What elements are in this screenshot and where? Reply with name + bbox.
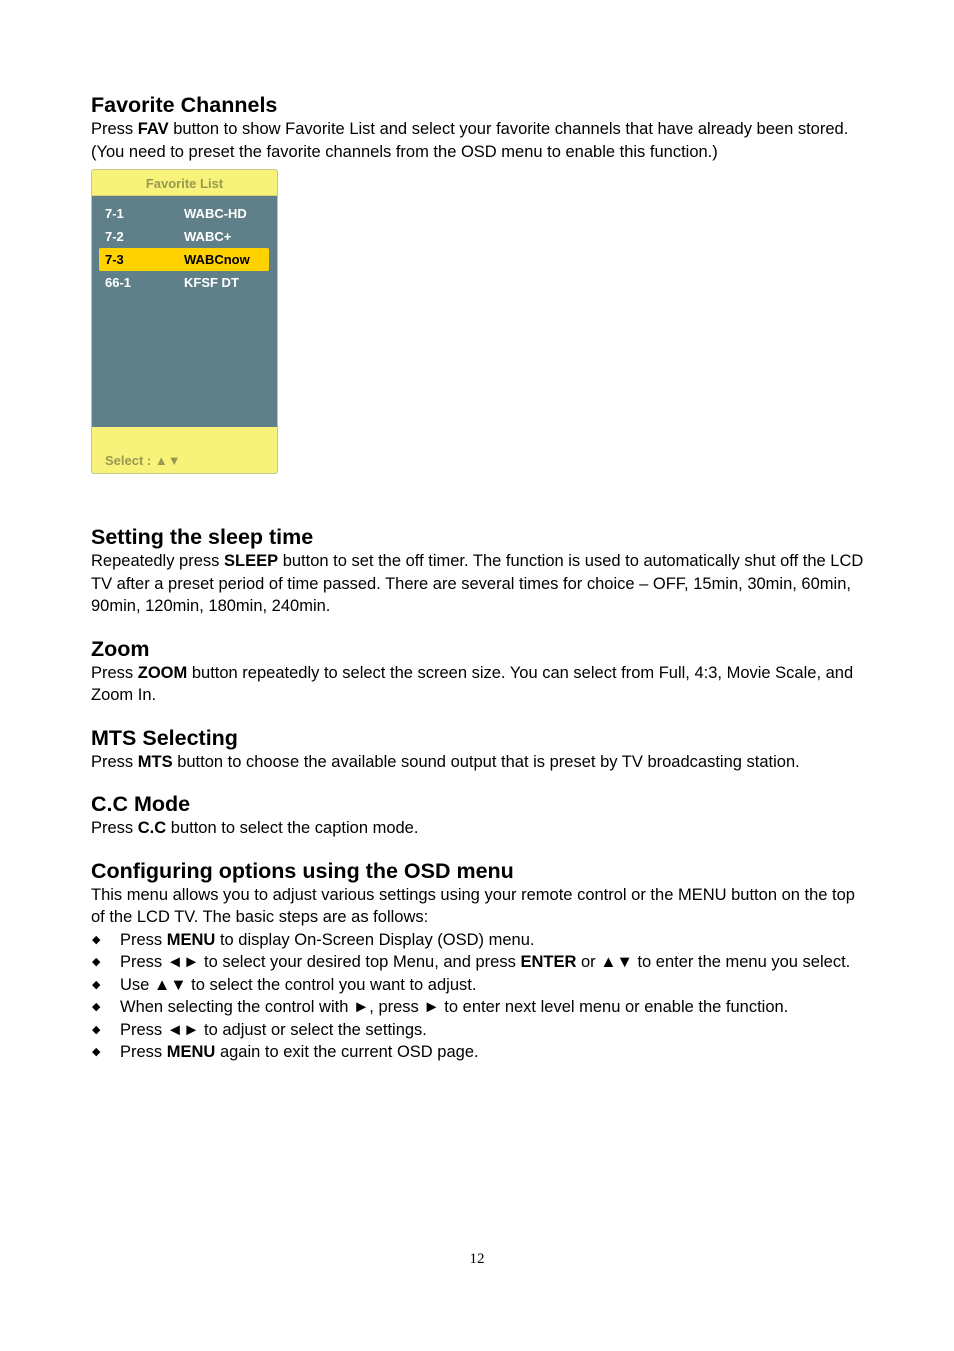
channel-number: 7-3 [105, 252, 124, 267]
select-hint: Select : ▲▼ [105, 453, 181, 468]
favorite-channels-text [91, 118, 866, 163]
channel-number: 66-1 [105, 275, 132, 290]
heading-zoom: Zoom [91, 636, 150, 661]
text-part: Press [91, 663, 138, 682]
heading-mts: MTS Selecting [91, 725, 238, 750]
channel-number: 7-2 [105, 229, 124, 244]
cc-mode-text [91, 817, 866, 840]
text-part: Press [120, 1043, 167, 1061]
zoom-text [91, 662, 866, 707]
heading-sleep-time: Setting the sleep time [91, 525, 314, 549]
favorite-list-osd [91, 169, 278, 474]
text-part: Press ◄► to select your desired top Menu, and press [120, 953, 521, 971]
diamond-bullet-icon: ◆ [92, 1001, 101, 1013]
list-item [91, 929, 866, 952]
section-osd-menu [91, 858, 866, 1064]
diamond-bullet-icon: ◆ [92, 978, 101, 991]
osd-steps-list [91, 929, 866, 1064]
text-part: to display On-Screen Display (OSD) menu. [215, 930, 535, 949]
text-part: Press [91, 752, 138, 771]
section-sleep-time [91, 524, 866, 618]
text-part: again to exit the current OSD page. [215, 1043, 479, 1061]
list-item [91, 1041, 866, 1064]
channel-name: KFSF DT [184, 275, 239, 290]
key-menu: MENU [166, 930, 216, 949]
diamond-bullet-icon: ◆ [92, 933, 101, 946]
heading-osd-menu: Configuring options using the OSD menu [91, 858, 514, 883]
channel-row[interactable] [99, 271, 269, 294]
text-part: button repeatedly to select the screen size. You can select from Full, 4:3, Movie Scale, and Zoom In. [91, 663, 854, 704]
heading-cc-mode: C.C Mode [91, 792, 191, 816]
channel-name: WABC-HD [184, 206, 247, 221]
text-part: button to choose the available sound output that is preset by TV broadcasting station. [172, 752, 800, 771]
text-part: button to show Favorite List and select your favorite channels that have already been stored. (You need to preset the favorite channels from the OSD menu to enable this function.) [91, 120, 849, 161]
section-mts [91, 725, 866, 774]
diamond-bullet-icon: ◆ [92, 1023, 101, 1036]
channel-row-selected[interactable] [99, 248, 269, 271]
channel-row[interactable] [99, 202, 269, 225]
key-sleep: SLEEP [224, 552, 279, 570]
osd-menu-intro: This menu allows you to adjust various settings using your remote control or the MENU button on the top of the LCD TV. The basic steps are as follows: [91, 885, 855, 926]
text-part: button to set the off timer. The function is used to automatically shut off the LCD TV after a preset period of time passed. There are several times for choice – OFF, 15min, 30min, 60min, 90min, 120min, 180min, 240min. [91, 552, 864, 615]
key-zoom: ZOOM [137, 663, 188, 682]
favorite-list [99, 202, 269, 294]
key-enter: ENTER [520, 953, 577, 971]
key-menu: MENU [166, 1043, 216, 1061]
key-fav: FAV [137, 120, 169, 138]
list-item [91, 996, 866, 1019]
text-part: Press [120, 930, 167, 949]
mts-text [91, 751, 866, 774]
diamond-bullet-icon: ◆ [92, 956, 101, 968]
section-cc-mode [91, 791, 866, 840]
diamond-bullet-icon: ◆ [92, 1046, 101, 1058]
favorite-list-title: Favorite List [92, 170, 277, 196]
channel-name: WABC+ [184, 229, 232, 244]
sleep-time-text [91, 550, 866, 618]
channel-row[interactable] [99, 225, 269, 248]
text-part: Repeatedly press [91, 552, 224, 570]
key-cc: C.C [137, 819, 167, 837]
heading-favorite-channels: Favorite Channels [91, 93, 278, 117]
section-favorite-channels [91, 92, 866, 474]
page-content [91, 92, 866, 1082]
text-part: button to select the caption mode. [166, 819, 419, 837]
list-item [91, 951, 866, 974]
text-part: Use ▲▼ to select the control you want to adjust. [120, 975, 477, 994]
list-item [91, 1019, 866, 1042]
page-number: 12 [469, 1251, 485, 1267]
key-mts: MTS [137, 752, 173, 771]
text-part: Press ◄► to adjust or select the settings. [120, 1020, 427, 1039]
text-part: or ▲▼ to enter the menu you select. [576, 953, 851, 971]
channel-number: 7-1 [105, 206, 124, 221]
favorite-list-footer [92, 427, 277, 473]
text-part: When selecting the control with ►, press ► to enter next level menu or enable the function. [120, 998, 789, 1016]
list-item [91, 974, 866, 997]
channel-name: WABCnow [184, 252, 250, 267]
section-zoom [91, 636, 866, 707]
text-part: Press [91, 819, 138, 837]
text-part: Press [91, 120, 138, 138]
